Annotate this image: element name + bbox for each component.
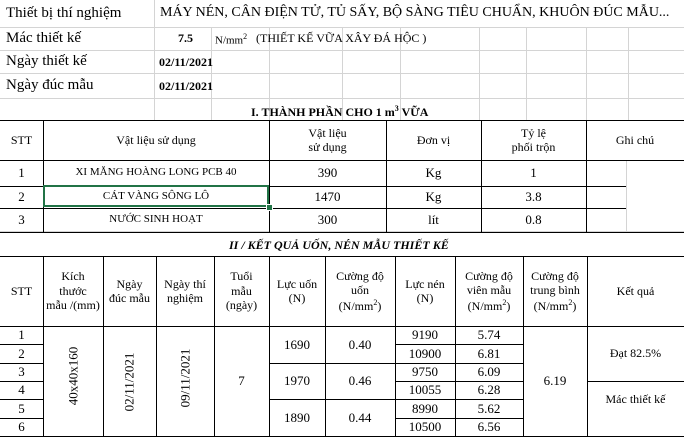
s2-comp-force-1[interactable]: 9190	[412, 327, 438, 343]
s2-sample-strength-5[interactable]: 5.62	[477, 400, 501, 416]
s1-row2-ratio[interactable]: 3.8	[525, 189, 542, 205]
grade-value: 7.5	[178, 31, 193, 45]
s2-sample-strength-4[interactable]: 6.28	[477, 382, 501, 398]
s1-row1-ratio[interactable]: 1	[530, 165, 537, 181]
s1-row3-unit[interactable]: lít	[428, 212, 439, 228]
s1-col-amount: Vật liệu sử dụng	[308, 125, 347, 154]
s2-stt-5: 5	[18, 400, 25, 416]
s1-row3-stt: 3	[18, 212, 25, 228]
s2-bend-strength-1[interactable]: 0.40	[348, 336, 372, 352]
s2-comp-force-4[interactable]: 10055	[408, 382, 442, 398]
s2-comp-force-6[interactable]: 10500	[408, 419, 442, 435]
s2-sample-strength-1[interactable]: 5.74	[477, 327, 501, 343]
s2-col-avg-strength: Cường độ trung bình $(N/mm^2)$	[530, 268, 580, 313]
s2-stt-2: 2	[18, 345, 25, 361]
s2-col-size: Kích thước mẫu /(mm)	[46, 269, 100, 313]
s1-col-material: Vật liệu sử dụng	[116, 132, 196, 147]
design-date-value: 02/11/2021	[159, 55, 214, 69]
s2-bend-force-1[interactable]: 1690	[284, 336, 310, 352]
s2-col-bend-force: Lực uốn (N)	[276, 276, 318, 305]
s2-col-test-date: Ngày thí nghiệm	[164, 276, 206, 305]
grade-unit: $N/mm^2$	[215, 32, 248, 47]
s2-bend-strength-2[interactable]: 0.46	[348, 373, 372, 389]
equipment-value: MÁY NÉN, CÂN ĐIỆN TỬ, TỦ SẤY, BỘ SÀNG TIÊU CHUẨN, KHUÔN ĐÚC MẪU...	[160, 5, 670, 20]
s2-cast-date[interactable]: 02/11/2021	[121, 352, 137, 412]
s2-comp-force-2[interactable]: 10900	[408, 345, 442, 361]
equipment-label: Thiết bị thí nghiệm	[6, 5, 122, 21]
s1-row1-stt: 1	[18, 165, 25, 181]
s1-row1-material[interactable]: XI MĂNG HOÀNG LONG PCB 40	[75, 166, 237, 179]
s2-result-grade[interactable]: Mác thiết kế	[605, 392, 666, 407]
grade-note: (THIẾT KẾ VỮA XÂY ĐÁ HỘC )	[256, 31, 427, 45]
s1-row1-unit[interactable]: Kg	[425, 165, 442, 181]
s1-row3-ratio[interactable]: 0.8	[525, 212, 542, 228]
s2-test-date[interactable]: 09/11/2021	[177, 348, 193, 408]
s2-bend-force-3[interactable]: 1890	[284, 409, 310, 425]
s2-age[interactable]: 7	[238, 373, 245, 389]
s2-stt-1: 1	[18, 327, 25, 343]
s1-row1-amount[interactable]: 390	[317, 165, 338, 181]
s2-col-age: Tuổi mẫu (ngày)	[225, 269, 258, 313]
s2-average-strength[interactable]: 6.19	[543, 373, 567, 389]
s2-stt-6: 6	[18, 419, 25, 435]
s1-row2-amount[interactable]: 1470	[314, 189, 341, 205]
s2-col-cast-date: Ngày đúc mẫu	[109, 276, 150, 305]
cast-date-value: 02/11/2021	[159, 79, 214, 93]
s2-stt-4: 4	[18, 382, 25, 398]
s2-sample-size[interactable]: 40x40x160	[65, 346, 81, 406]
grade-label: Mác thiết kế	[6, 30, 81, 46]
s2-sample-strength-2[interactable]: 6.81	[477, 345, 501, 361]
s2-col-sample-strength: Cường độ viên mẫu $(N/mm^2)$	[465, 268, 513, 313]
s1-row3-amount[interactable]: 300	[317, 212, 338, 228]
section1-title: I. THÀNH PHẦN CHO 1 $m^3$ VỮA	[251, 104, 429, 119]
cast-date-label: Ngày đúc mẫu	[6, 77, 94, 93]
s1-col-ratio: Tỷ lệ phối trộn	[511, 125, 556, 154]
s2-comp-force-3[interactable]: 9750	[412, 364, 438, 380]
s1-col-note: Ghi chú	[615, 132, 655, 147]
s2-sample-strength-3[interactable]: 6.09	[477, 364, 501, 380]
s2-col-stt: STT	[10, 283, 33, 298]
s1-row2-stt: 2	[18, 189, 25, 205]
s2-comp-force-5[interactable]: 8990	[412, 400, 438, 416]
s1-row3-material[interactable]: NƯỚC SINH HOẠT	[109, 213, 203, 226]
section2-title: II / KẾT QUẢ UỐN, NÉN MẪU THIẾT KẾ	[229, 238, 449, 252]
s2-col-result: Kết quả	[616, 283, 655, 298]
s2-col-bend-strength: Cường độ uốn $(N/mm^2)$	[336, 268, 384, 313]
active-cell-selection[interactable]	[43, 185, 269, 207]
s1-row2-material[interactable]: CÁT VÀNG SÔNG LÔ	[102, 190, 210, 203]
s2-stt-3: 3	[18, 364, 25, 380]
design-date-label: Ngày thiết kế	[6, 53, 87, 69]
s1-col-unit: Đơn vị	[416, 132, 451, 147]
s2-bend-strength-3[interactable]: 0.44	[348, 409, 372, 425]
fill-handle[interactable]	[266, 204, 273, 211]
s2-bend-force-2[interactable]: 1970	[284, 373, 310, 389]
s2-result-pass[interactable]: Đạt 82.5%	[609, 346, 662, 361]
s1-col-stt: STT	[10, 132, 33, 147]
s2-sample-strength-6[interactable]: 6.56	[477, 419, 501, 435]
s1-row2-unit[interactable]: Kg	[425, 189, 442, 205]
s2-col-comp-force: Lực nén (N)	[405, 276, 445, 305]
